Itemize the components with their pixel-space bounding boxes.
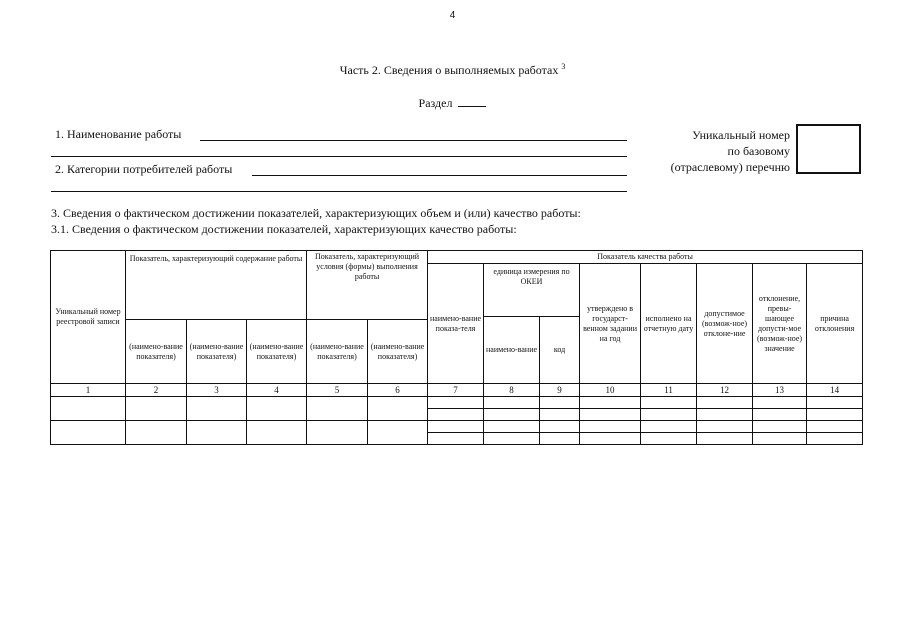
quality-indicators-table (50, 250, 863, 445)
header-unit-name: наимено-вание (484, 317, 540, 384)
column-number: 9 (540, 384, 580, 397)
heading-3: 3. Сведения о фактическом достижении показателей, характеризующих объем и (или) качество работы: (51, 206, 581, 220)
column-number: 4 (247, 384, 307, 397)
unique-number-box[interactable] (796, 124, 861, 174)
header-unit-code: код (540, 317, 580, 384)
table-cell[interactable] (484, 433, 540, 445)
table-cell[interactable] (187, 421, 247, 445)
unique-number-line-1: Уникальный номер (692, 128, 790, 142)
section-heading (0, 95, 905, 111)
table-cell[interactable] (580, 433, 641, 445)
header-quality-indicator: Показатель качества работы (428, 251, 863, 264)
table-cell[interactable] (697, 421, 753, 433)
table-cell[interactable] (807, 397, 863, 409)
table-cell[interactable] (428, 409, 484, 421)
header-quality-name: наимено-вание показа-теля (428, 264, 484, 384)
table-cell[interactable] (484, 397, 540, 409)
header-unit-okei: единица измерения по ОКЕИ (484, 264, 580, 317)
header-conditions-indicator: Показатель, характеризующий условия (формы) выполнения работы (307, 251, 428, 320)
table-cell[interactable] (697, 433, 753, 445)
header-approved: утверждено в государст-венном задании на год (580, 264, 641, 384)
header-content-name-2: (наимено-вание показателя) (187, 320, 247, 384)
column-number: 13 (753, 384, 807, 397)
column-number: 14 (807, 384, 863, 397)
table-cell[interactable] (428, 397, 484, 409)
table-cell[interactable] (428, 433, 484, 445)
table-cell[interactable] (540, 409, 580, 421)
consumers-field-continued[interactable] (51, 191, 627, 192)
heading-3-1: 3.1. Сведения о фактическом достижении показателей, характеризующих качество работы: (51, 222, 517, 236)
table-cell[interactable] (307, 421, 368, 445)
header-unique-number: Уникальный номер реестровой записи (51, 251, 126, 384)
column-number: 1 (51, 384, 126, 397)
column-number: 8 (484, 384, 540, 397)
table-cell[interactable] (484, 409, 540, 421)
header-content-indicator: Показатель, характеризующий содержание работы (126, 251, 307, 320)
header-allowed-deviation: допустимое (возмож-ное) отклоне-ние (697, 264, 753, 384)
column-number: 2 (126, 384, 187, 397)
table-cell[interactable] (807, 433, 863, 445)
column-number: 3 (187, 384, 247, 397)
header-conditions-name-2: (наимено-вание показателя) (368, 320, 428, 384)
unique-number-line-3: (отраслевому) перечню (670, 160, 790, 174)
column-number: 5 (307, 384, 368, 397)
unique-number-label (671, 127, 790, 175)
column-number: 6 (368, 384, 428, 397)
work-name-field-continued[interactable] (51, 156, 627, 157)
section-number-blank[interactable] (458, 95, 486, 107)
table-cell[interactable] (807, 409, 863, 421)
column-numbers-row (51, 384, 863, 397)
title-text: Часть 2. Сведения о выполняемых работах (339, 63, 559, 77)
table-cell[interactable] (641, 421, 697, 433)
table-cell[interactable] (641, 397, 697, 409)
consumers-label: 2. Категории потребителей работы (55, 162, 233, 176)
table-cell[interactable] (807, 421, 863, 433)
table-cell[interactable] (368, 421, 428, 445)
table-cell[interactable] (540, 397, 580, 409)
table-cell[interactable] (51, 421, 126, 445)
table-cell[interactable] (697, 409, 753, 421)
column-number: 7 (428, 384, 484, 397)
table-cell[interactable] (126, 421, 187, 445)
table-cell[interactable] (580, 409, 641, 421)
table-cell[interactable] (126, 397, 187, 421)
table-cell[interactable] (307, 397, 368, 421)
header-excess-deviation: отклонение, превы-шающее допусти-мое (возмож-ное) значение (753, 264, 807, 384)
table-cell[interactable] (247, 421, 307, 445)
table-row (51, 397, 863, 409)
table-cell[interactable] (484, 421, 540, 433)
table-cell[interactable] (753, 421, 807, 433)
table-cell[interactable] (641, 409, 697, 421)
column-number: 11 (641, 384, 697, 397)
table-cell[interactable] (540, 421, 580, 433)
header-content-name-1: (наимено-вание показателя) (126, 320, 187, 384)
table-cell[interactable] (540, 433, 580, 445)
header-done: исполнено на отчетную дату (641, 264, 697, 384)
header-deviation-reason: причина отклонения (807, 264, 863, 384)
table-cell[interactable] (247, 397, 307, 421)
page-number: 4 (449, 10, 456, 21)
table-cell[interactable] (753, 433, 807, 445)
title-footnote: 3 (561, 62, 566, 71)
table-cell[interactable] (51, 397, 126, 421)
table-cell[interactable] (753, 397, 807, 409)
table-cell[interactable] (697, 397, 753, 409)
header-content-name-3: (наимено-вание показателя) (247, 320, 307, 384)
table-cell[interactable] (580, 397, 641, 409)
page-title (0, 62, 905, 78)
section-label: Раздел (418, 96, 453, 110)
work-name-label: 1. Наименование работы (55, 127, 182, 141)
work-name-field[interactable] (200, 140, 627, 141)
table-cell[interactable] (428, 421, 484, 433)
unique-number-line-2: по базовому (727, 144, 790, 158)
table-cell[interactable] (368, 397, 428, 421)
column-number: 10 (580, 384, 641, 397)
table-cell[interactable] (187, 397, 247, 421)
table-row (51, 421, 863, 433)
column-number: 12 (697, 384, 753, 397)
table-cell[interactable] (580, 421, 641, 433)
consumers-field[interactable] (252, 175, 627, 176)
header-conditions-name-1: (наимено-вание показателя) (307, 320, 368, 384)
table-cell[interactable] (641, 433, 697, 445)
table-cell[interactable] (753, 409, 807, 421)
